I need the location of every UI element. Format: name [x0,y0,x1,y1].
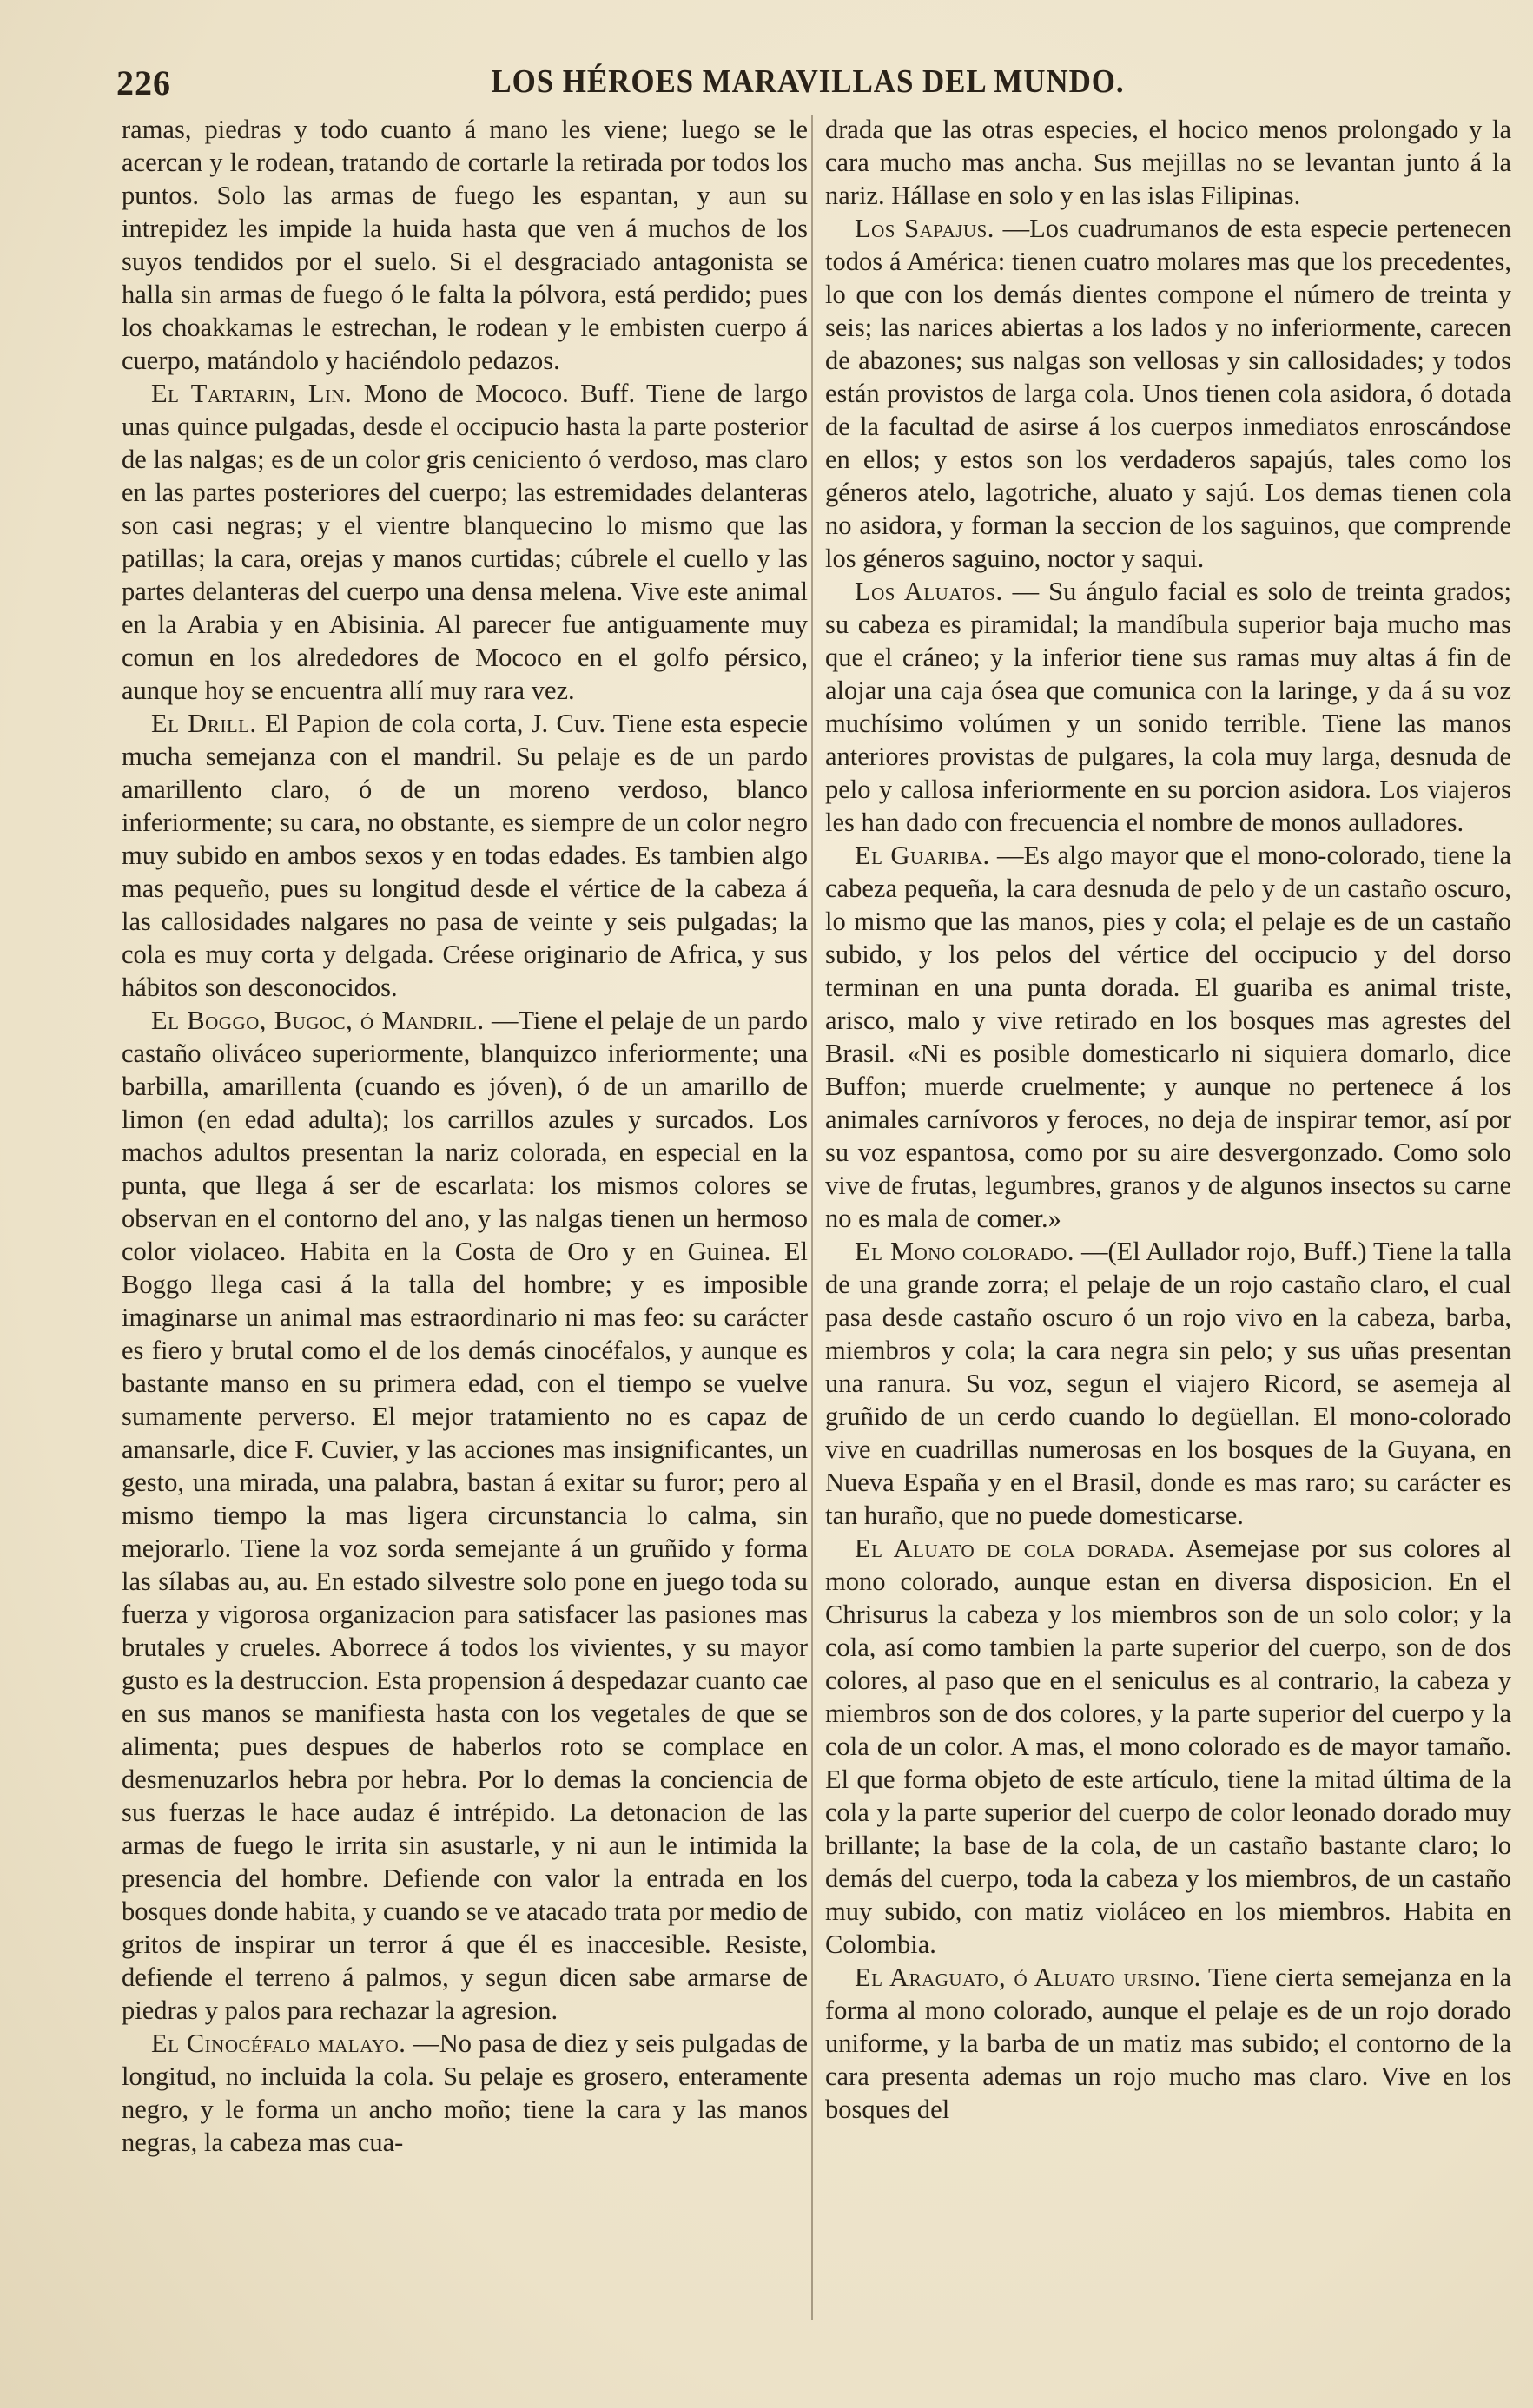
column-divider [811,115,813,2320]
paragraph [122,377,808,707]
paragraph [122,2027,808,2159]
paragraph [825,575,1511,839]
paragraph [825,113,1511,212]
entry-heading: El Cinocéfalo malayo. [151,2029,406,2058]
page-number: 226 [116,63,171,102]
paragraph-text: —Tiene el pelaje de un pardo castaño oliváceo superiormente, blanquizco inferiormente; una barbilla, amarillenta (cuando es jóven), ó de un amarillo de limon (en edad adulta); los carrillos azules y surcados. Los machos adultos presentan la nariz colorada, en especial en la punta, que llega á ser de escarlata: los mismos colores se observan en el contorno del ano, y las nalgas tienen un hermoso color violaceo. Habita en la Costa de Oro y en Guinea. El Boggo llega casi á la talla del hombre; y es imposible imaginarse un animal mas estraordinario ni mas feo: su carácter es fiero y brutal como el de los demás cinocéfalos, y aunque es bastante manso en su primera edad, con el tiempo se vuelve sumamente perverso. El mejor tratamiento no es capaz de amansarle, dice F. Cuvier, y las acciones mas insignificantes, un gesto, una mirada, una palabra, bastan á exitar su furor; pero al mismo tiempo la mas ligera circunstancia lo calma, sin mejorarlo. Tiene la voz sorda semejante á un gruñido y forma las sílabas au, au. En estado silvestre solo pone en juego toda su fuerza y vigorosa organizacion para satisfacer las pasiones mas brutales y crueles. Aborrece á todos los vivientes, y su mayor gusto es la destruccion. Esta propension á despedazar cuanto cae en sus manos se manifiesta hasta con los vegetales de que se alimenta; pues despues de haberlos roto se complace en desmenuzarlos hebra por hebra. Por lo demas la conciencia de sus fuerzas le hace audaz é intrépido. La detonacion de las armas de fuego le irrita sin asustarle, y ni aun le intimida la presencia del hombre. Defiende con valor la entrada en los bosques donde habita, y cuando se ve atacado trata por medio de gritos de inspirar un terror á que él es inaccesible. Resiste, defiende el terreno á palmos, y segun dicen sabe armarse de piedras y palos para rechazar la agresion. [122,1006,808,2025]
paragraph [122,113,808,377]
entry-heading: El Drill. [151,709,257,738]
paragraph [825,212,1511,575]
paragraph [825,1235,1511,1532]
paragraph-text: —Es algo mayor que el mono-colorado, tiene la cabeza pequeña, la cara desnuda de pelo y de un castaño oscuro, lo mismo que las manos, pies y cola; el pelaje es de un castaño subido, y los pelos del vértice del occipucio y del dorso terminan en una punta dorada. El guariba es animal triste, arisco, malo y vive retirado en los bosques mas agrestes del Brasil. «Ni es posible domesticarlo ni siquiera domarlo, dice Buffon; muerde cruelmente; y aunque no pertenece á los animales carnívoros y feroces, no deja de inspirar temor, así por su voz espantosa, como por su aire desvergonzado. Como solo vive de frutas, legumbres, granos y de algunos insectos su carne no es mala de comer.» [825,841,1511,1233]
paragraph-text: Asemejase por sus colores al mono colorado, aunque estan en diversa disposicion. En el Chrisurus la cabeza y los miembros son de un solo color; y la cola, así como tambien la parte superior del cuerpo, son de dos colores, al paso que en el seniculus es al contrario, la cabeza y miembros son de dos colores, y la parte superior del cuerpo y la cola de un color. A mas, el mono colorado es de mayor tamaño. El que forma objeto de este artículo, tiene la mitad última de la cola y la parte superior del cuerpo de color leonado dorado muy brillante; la base de la cola, de un castaño bastante claro; lo demás del cuerpo, toda la cabeza y los miembros, de un castaño muy subido, con matiz violáceo en los miembros. Habita en Colombia. [825,1534,1511,1959]
paragraph-text: drada que las otras especies, el hocico menos prolongado y la cara mucho mas ancha. Sus mejillas no se levantan junto á la nariz. Hállase en solo y en las islas Filipinas. [825,115,1511,210]
paragraph-text: ramas, piedras y todo cuanto á mano les viene; luego se le acercan y le rodean, tratando de cortarle la retirada por todos los puntos. Solo las armas de fuego les espantan, y aun su intrepidez les impide la huida hasta que ven á muchos de los suyos tendidos por el suelo. Si el desgraciado antagonista se halla sin armas de fuego ó le falta la pólvora, está perdido; pues los choakkamas le estrechan, le rodean y le embisten cuerpo á cuerpo, matándolo y haciéndolo pedazos. [122,115,808,375]
left-column [122,113,808,2371]
entry-heading: El Araguato, ó Aluato ursino. [855,1963,1201,1992]
right-column [825,113,1511,2371]
paragraph-text: —Los cuadrumanos de esta especie pertenecen todos á América: tienen cuatro molares mas que los precedentes, lo que con los demás dientes compone el número de treinta y seis; las narices abiertas a los lados y no inferiormente, carecen de abazones; sus nalgas son vellosas y sin callosidades; y todos están provistos de larga cola. Unos tienen cola asidora, ó dotada de la facultad de asirse á los cuerpos inmediatos enroscándose en ellos; y estos son los verdaderos sapajús, tales como los géneros atelo, lagotriche, aluato y sajú. Los demas tienen cola no asidora, y forman la seccion de los saguinos, que comprende los géneros saguino, noctor y saqui. [825,214,1511,573]
paragraph-text: —(El Aullador rojo, Buff.) Tiene la talla de una grande zorra; el pelaje de un rojo castaño claro, el cual pasa desde castaño oscuro ó un rojo vivo en la cabeza, barba, miembros y cola; la cara negra sin pelo; y sus uñas presentan una ranura. Su voz, segun el viajero Ricord, se asemeja al gruñido de un cerdo cuando lo degüellan. El mono-colorado vive en cuadrillas numerosas en los bosques de la Guyana, en Nueva España y en el Brasil, donde es mas raro; su carácter es tan huraño, que no puede domesticarse. [825,1237,1511,1530]
paragraph-text: — Su ángulo facial es solo de treinta grados; su cabeza es piramidal; la mandíbula superior baja mucho mas que el cráneo; y la inferior tiene sus ramas muy altas á fin de alojar una caja ósea que comunica con la laringe, y da á su voz muchísimo volúmen y un sonido terrible. Tiene las manos anteriores provistas de pulgares, la cola muy larga, desnuda de pelo y callosa inferiormente en su porcion asidora. Los viajeros les han dado con frecuencia el nombre de monos aulladores. [825,577,1511,837]
paragraph-text: El Papion de cola corta, J. Cuv. Tiene esta especie mucha semejanza con el mandril. Su pelaje es de un pardo amarillento claro, ó de un moreno verdoso, blanco inferiormente; su cara, no obstante, es siempre de un color negro muy subido en ambos sexos y en todas edades. Es tambien algo mas pequeño, pues su longitud desde el vértice de la cabeza á las callosidades nalgares no pasa de veinte y seis pulgadas; la cola es muy corta y delgada. Créese originario de Africa, y sus hábitos son desconocidos. [122,709,808,1002]
entry-heading: El Tartarin, Lin. [151,379,353,408]
entry-heading: El Mono colorado. [855,1237,1074,1266]
paragraph-text: Tiene cierta semejanza en la forma al mono colorado, aunque el pelaje es de un rojo dorado uniforme, y la barba de un matiz mas subido; el contorno de la cara presenta ademas un rojo mucho mas claro. Vive en los bosques del [825,1963,1511,2124]
paragraph [825,839,1511,1235]
entry-heading: El Boggo, Bugoc, ó Mandril. [151,1006,485,1035]
entry-heading: El Aluato de cola dorada. [855,1534,1175,1563]
paragraph-text: Mono de Mococo. Buff. Tiene de largo unas quince pulgadas, desde el occipucio hasta la parte posterior de las nalgas; es de un color gris ceniciento ó verdoso, mas claro en las partes posteriores del cuerpo; las estremidades delanteras son casi negras; y el vientre blanquecino lo mismo que las patillas; la cara, orejas y manos curtidas; cúbrele el cuello y las partes delanteras del cuerpo una densa melena. Vive este animal en la Arabia y en Abisinia. Al parecer fue antiguamente muy comun en los alrededores de Mococo en el golfo pérsico, aunque hoy se encuentra allí muy rara vez. [122,379,808,705]
paragraph [122,1004,808,2027]
paragraph-text: —No pasa de diez y seis pulgadas de longitud, no incluida la cola. Su pelaje es grosero, enteramente negro, y le forma un ancho moño; tiene la cara y las manos negras, la cabeza mas cua- [122,2029,808,2157]
paragraph [122,707,808,1004]
entry-heading: El Guariba. [855,841,990,870]
paragraph [825,1961,1511,2126]
entry-heading: Los Aluatos. [855,577,1003,606]
page-header [104,56,1511,108]
paragraph [825,1532,1511,1961]
running-title: LOS HÉROES MARAVILLAS DEL MUNDO. [491,63,1125,100]
entry-heading: Los Sapajus. [855,214,994,243]
